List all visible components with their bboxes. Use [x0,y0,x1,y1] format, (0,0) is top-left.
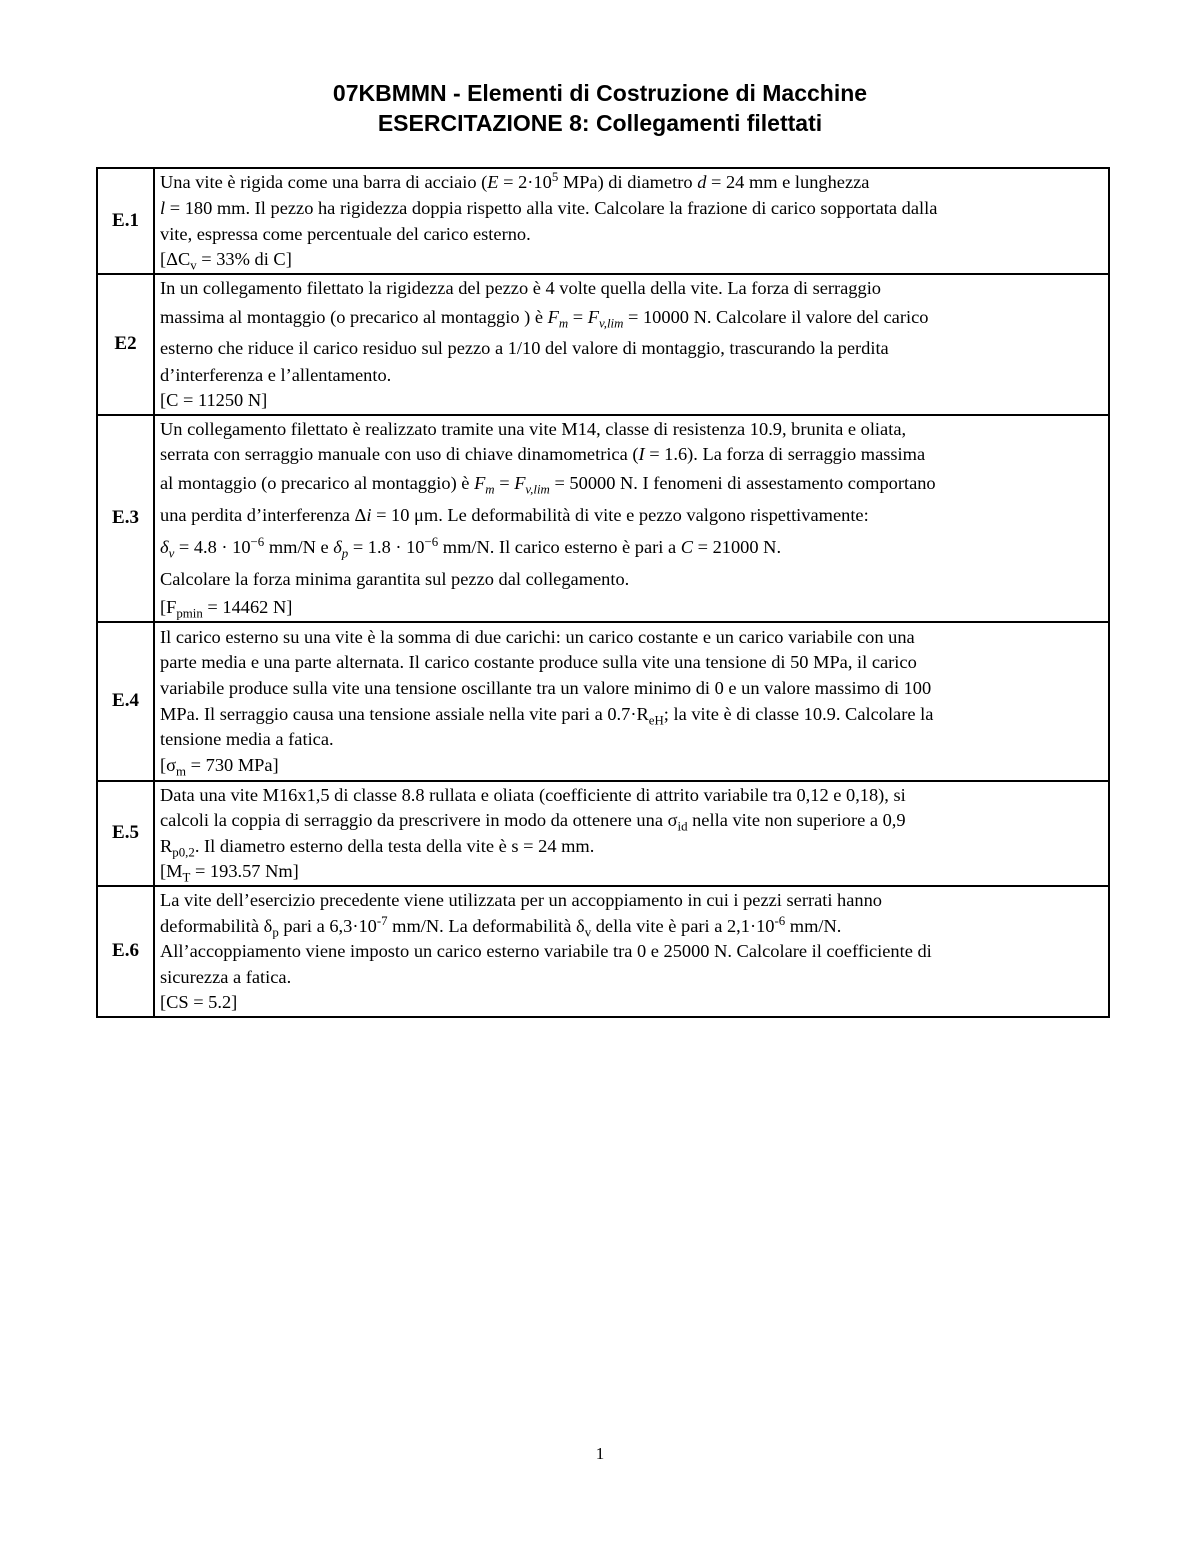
exercise-row [97,781,1109,886]
answer-line: [$\Delta C_v = 33\%$ di C] [160,249,292,273]
text-line: una perdita d’interferenza Δi = 10 μm. Le deformabilità di vite e pezzo valgono rispettivamente: [160,504,869,525]
exercise-label: E.3 [97,415,154,622]
text-line: La vite dell’esercizio precedente viene utilizzata per un accoppiamento in cui i pezzi serrati hanno [160,889,882,910]
exercise-row [97,168,1109,274]
answer-line: [$F_{pmin} = 14462$ N] [160,596,293,621]
text-line: tensione media a fatica. [160,729,334,750]
exercise-row [97,622,1109,781]
document-title: 07KBMMN - Elementi di Costruzione di Macchine [332,80,868,106]
text-line: $R_{p0,2}$. Il diametro esterno della testa della vite è s = 24 mm. [160,835,595,860]
text-line: sicurezza a fatica. [160,966,292,987]
text-line: al montaggio (o precarico al montaggio) è $F_m = F_{v,lim} = 50000$ N. I fenomeni di assestamento comportano [160,472,936,497]
text-line: All’accoppiamento viene imposto un carico esterno variabile tra 0 e 25000 N. Calcolare il coefficiente di [160,941,932,962]
text-line: serrata con serraggio manuale con uso di chiave dinamometrica (I = 1.6). La forza di serraggio massima [160,444,926,465]
text-line: esterno che riduce il carico residuo sul pezzo a 1/10 del valore di montaggio, trascurando la perdita [160,337,889,358]
text-line: variabile produce sulla vite una tensione oscillante tra un valore minimo di 0 e un valore massimo di 100 [160,677,932,698]
answer-line: [CS = 5.2] [160,992,238,1013]
text-line: Un collegamento filettato è realizzato tramite una vite M14, classe di resistenza 10.9, brunita e oliata, [160,418,907,439]
text-line: deformabilità $\delta_p$ pari a $6,3\cdot 10^{-7}$ mm/N. La deformabilità $\delta_v$ della vite è pari a $2,1\cdot 10^{-6}$ mm/N. [160,913,842,940]
exercise-text [154,415,1109,622]
text-line: vite, espressa come percentuale del carico esterno. [160,223,531,244]
answer-line: [$\sigma_m = 730$ MPa] [160,754,279,779]
text-line: Una vite è rigida come una barra di acciaio ($E = 2\cdot 10^5$ MPa) di diametro d = 24 mm e lunghezza [160,170,870,193]
answer-line: [$M_T = 193.57$ Nm] [160,861,299,886]
text-line: MPa. Il serraggio causa una tensione assiale nella vite pari a $0.7\cdot R_{eH}$; la vite è di classe 10.9. Calcolare la [160,703,934,728]
text-line: Calcolare la forza minima garantita sul pezzo dal collegamento. [160,568,630,589]
exercise-text [154,274,1109,415]
page-number: 1 [595,1444,605,1463]
exercise-label: E.1 [97,168,154,274]
exercise-row [97,415,1109,622]
text-line: parte media e una parte alternata. Il carico costante produce sulla vite una tensione di 50 MPa, il carico [160,652,917,673]
exercise-text [154,168,1109,274]
text-line: Il carico esterno su una vite è la somma di due carichi: un carico costante e un carico variabile con una [160,626,915,647]
exercise-row [97,274,1109,415]
exercise-text [154,622,1109,781]
exercise-label: E.4 [97,622,154,781]
text-line: l = 180 mm. Il pezzo ha rigidezza doppia rispetto alla vite. Calcolare la frazione di carico sopportata dalla [160,197,938,218]
exercise-label: E.5 [97,781,154,886]
text-line: d’interferenza e l’allentamento. [160,364,392,385]
exercise-label: E2 [97,274,154,415]
text-line: $\delta_v = 4.8 \cdot 10^{-6}$ mm/N e $\delta_p = 1.8 \cdot 10^{-6}$ mm/N. Il carico esterno è pari a C = 21000 N. [160,534,782,561]
exercise-label: E.6 [97,886,154,1017]
text-line: Data una vite M16x1,5 di classe 8.8 rullata e oliata (coefficiente di attrito variabile tra 0,12 e 0,18), si [160,784,906,805]
text-line: In un collegamento filettato la rigidezza del pezzo è 4 volte quella della vite. La forza di serraggio [160,278,882,298]
text-line: calcoli la coppia di serraggio da prescrivere in modo da ottenere una $\sigma_{id}$ nella vite non superiore a 0,9 [160,810,906,834]
exercise-text [154,886,1109,1017]
exercise-text [154,781,1109,886]
text-line: massima al montaggio (o precarico al montaggio ) è $F_m = F_{v,lim} = 10000$ N. Calcolare il valore del carico [160,306,929,331]
document-subtitle: ESERCITAZIONE 8: Collegamenti filettati [377,110,823,136]
answer-line: [C = 11250 N] [160,390,268,411]
exercise-row [97,886,1109,1017]
exercise-table [96,167,1110,1018]
